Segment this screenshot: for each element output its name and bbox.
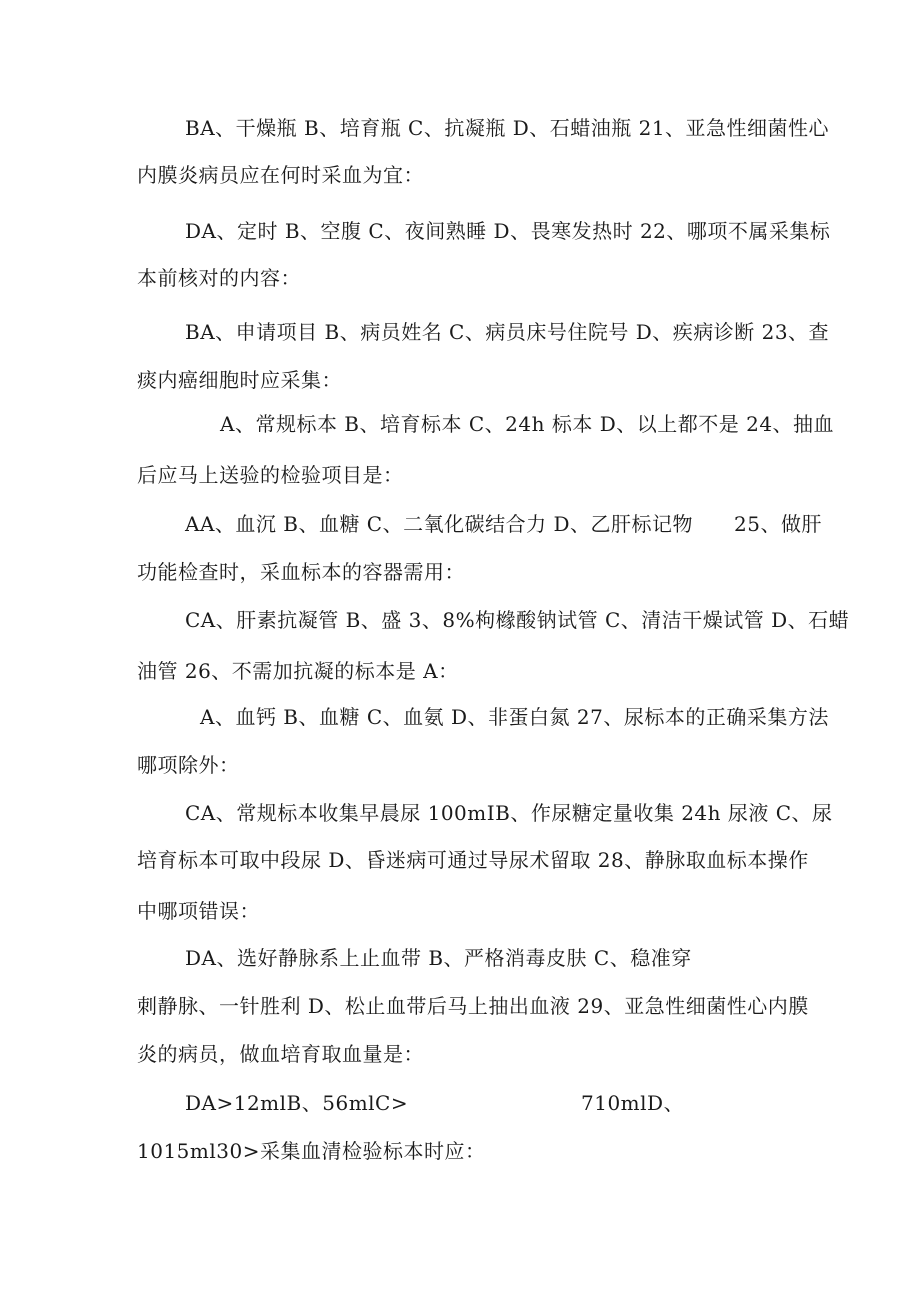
text-line: A、常规标本 B、培育标本 C、24h 标本 D、以上都不是 24、抽血 xyxy=(220,412,835,436)
text-line: 710mlD、 xyxy=(581,1091,685,1115)
text-line: 刺静脉、一针胜利 D、松止血带后马上抽出血液 29、亚急性细菌性心内膜 xyxy=(137,994,809,1018)
text-line: A、血钙 B、血糖 C、血氨 D、非蛋白氮 27、尿标本的正确采集方法 xyxy=(200,705,829,729)
text-line: AA、血沉 B、血糖 C、二氧化碳结合力 D、乙肝标记物 25、做肝 xyxy=(185,512,822,536)
text-line: CA、肝素抗凝管 B、盛 3、8%枸橼酸钠试管 C、清洁干燥试管 D、石蜡 xyxy=(185,608,850,632)
text-line: 中哪项错误： xyxy=(137,899,260,923)
text-line: BA、申请项目 B、病员姓名 C、病员床号住院号 D、疾病诊断 23、查 xyxy=(185,320,830,344)
text-line: 功能检查时，采血标本的容器需用： xyxy=(137,560,465,584)
text-line: 1015ml30>采集血清检验标本时应： xyxy=(137,1139,486,1163)
text-line: DA>12mlB、56mlC> xyxy=(185,1091,409,1115)
text-line: 内膜炎病员应在何时采血为宜： xyxy=(137,163,424,187)
text-line: CA、常规标本收集早晨尿 100mIB、作尿糖定量收集 24h 尿液 C、尿 xyxy=(185,801,833,825)
text-line: BA、干燥瓶 B、培育瓶 C、抗凝瓶 D、石蜡油瓶 21、亚急性细菌性心 xyxy=(185,116,830,140)
text-line: 培育标本可取中段尿 D、昏迷病可通过导尿术留取 28、静脉取血标本操作 xyxy=(137,848,809,872)
text-line: 痰内癌细胞时应采集： xyxy=(137,368,342,392)
text-line: 后应马上送验的检验项目是： xyxy=(137,463,404,487)
text-line: 油管 26、不需加抗凝的标本是 A： xyxy=(137,659,459,683)
text-line: 哪项除外： xyxy=(137,753,240,777)
text-line: 炎的病员，做血培育取血量是： xyxy=(137,1042,424,1066)
text-line: 本前核对的内容： xyxy=(137,266,301,290)
text-line: DA、选好静脉系上止血带 B、严格消毒皮肤 C、稳准穿 xyxy=(185,946,692,970)
text-line: DA、定时 B、空腹 C、夜间熟睡 D、畏寒发热时 22、哪项不属采集标 xyxy=(185,219,831,243)
